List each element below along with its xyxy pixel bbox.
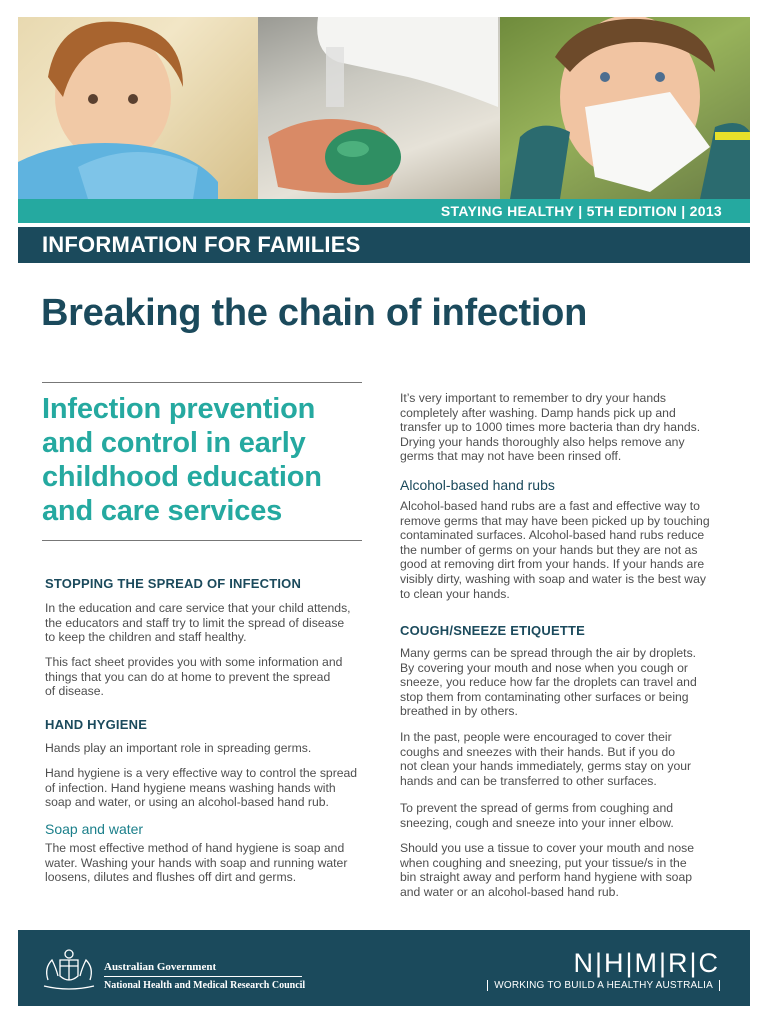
text-line: loosens, dilutes and flushes off dirt and germs. xyxy=(45,870,297,885)
text-line: transfer up to 1000 times more bacteria than dry hands. xyxy=(400,420,701,435)
text-line: In the education and care service that your child attends, xyxy=(45,601,351,615)
text-line: the number of germs on your hands but they are not as xyxy=(400,542,698,557)
left-column xyxy=(42,382,364,541)
text-line: to clean your hands. xyxy=(400,586,510,601)
text-line: Many germs can be spread through the air by droplets. xyxy=(400,646,697,660)
paragraph-cough-1 xyxy=(400,646,735,719)
coat-of-arms-icon xyxy=(40,946,98,992)
paragraph-hand-2 xyxy=(45,766,375,810)
text-line: when coughing and sneezing, put your tissue/s in the xyxy=(400,855,687,870)
text-line: Alcohol-based hand rubs are a fast and effective way to xyxy=(400,499,700,513)
text-line: to keep the children and staff healthy. xyxy=(45,630,247,645)
heading-hand-hygiene: HAND HYGIENE xyxy=(45,717,148,732)
text-line: and water or an alcohol-based hand rub. xyxy=(400,884,619,899)
subtitle xyxy=(42,392,364,528)
photo-hand-washing xyxy=(258,17,500,199)
subtitle-line: Infection prevention xyxy=(42,393,316,425)
text-line: germs that may not have been rinsed off. xyxy=(400,449,622,464)
text-line: water. Washing your hands with soap and running water xyxy=(45,855,348,870)
paragraph-cough-2 xyxy=(400,730,735,788)
edition-band: STAYING HEALTHY | 5TH EDITION | 2013 xyxy=(18,199,750,223)
heading-stopping-spread: STOPPING THE SPREAD OF INFECTION xyxy=(45,576,302,591)
text-line: the educators and staff try to limit the spread of disease xyxy=(45,615,345,630)
text-line: stop them from contaminating other surfaces or being xyxy=(400,689,689,704)
text-line: By covering your mouth and nose when you cough or xyxy=(400,660,688,675)
nhmrc-logo: N|H|M|R|C xyxy=(573,948,720,978)
text-line: completely after washing. Damp hands pick up and xyxy=(400,405,676,420)
subtitle-line: and care services xyxy=(42,495,283,527)
text-line: Hands play an important role in spreading germs. xyxy=(45,741,312,755)
photo-boy-with-tissue xyxy=(500,17,750,199)
subtitle-line: and control in early xyxy=(42,427,306,459)
paragraph-hand-1 xyxy=(45,741,375,756)
paragraph-cough-4 xyxy=(400,841,735,899)
government-wordmark xyxy=(104,961,305,991)
text-line: visibly dirty, washing with soap and water is the best way xyxy=(400,571,706,586)
paragraph-drying xyxy=(400,391,735,464)
text-line: soap and water, or using an alcohol-based hand rub. xyxy=(45,795,329,810)
divider-bottom xyxy=(42,540,362,541)
text-line: of disease. xyxy=(45,684,104,699)
footer-band xyxy=(18,930,750,1006)
text-line: remove germs that may have been picked up by touching xyxy=(400,513,710,528)
text-line: hands and can be transferred to other surfaces. xyxy=(400,773,657,788)
text-line: Hand hygiene is a very effective way to control the spread xyxy=(45,766,358,780)
text-line: things that you can do at home to prevent the spread xyxy=(45,669,331,684)
photo-child-coughing-into-elbow xyxy=(18,17,258,199)
text-line: The most effective method of hand hygiene is soap and xyxy=(45,841,345,855)
gov-line-1: Australian Government xyxy=(104,961,217,973)
paragraph-stopping-1 xyxy=(45,601,375,645)
text-line: coughs and sneezes with their hands. But if you do xyxy=(400,744,676,759)
paragraph-alcohol xyxy=(400,499,735,601)
gov-line-2: National Health and Medical Research Council xyxy=(104,980,306,991)
subheading-soap-and-water: Soap and water xyxy=(45,821,144,837)
text-line: breathed in by others. xyxy=(400,704,518,719)
text-line: of infection. Hand hygiene means washing hands with xyxy=(45,780,336,795)
page-title: Breaking the chain of infection xyxy=(41,292,587,334)
text-line: good at removing dirt from your hands. If your hands are xyxy=(400,557,705,572)
text-line: It’s very important to remember to dry your hands xyxy=(400,391,666,405)
text-line: contaminated surfaces. Alcohol-based hand rubs reduce xyxy=(400,528,705,543)
text-line: sneeze, you reduce how far the droplets can travel and xyxy=(400,675,697,690)
paragraph-cough-3 xyxy=(400,801,735,830)
text-line: To prevent the spread of germs from coughing and xyxy=(400,801,674,815)
subheading-alcohol-rubs: Alcohol-based hand rubs xyxy=(400,477,555,493)
paragraph-stopping-2 xyxy=(45,655,375,699)
header-photo-strip xyxy=(18,17,750,199)
subtitle-line: childhood education xyxy=(42,461,322,493)
families-band: INFORMATION FOR FAMILIES xyxy=(18,227,750,263)
text-line: Should you use a tissue to cover your mouth and nose xyxy=(400,841,695,855)
text-line: Drying your hands thoroughly also helps remove any xyxy=(400,434,685,449)
paragraph-soap xyxy=(45,841,375,885)
nhmrc-tagline: WORKING TO BUILD A HEALTHY AUSTRALIA xyxy=(487,980,720,991)
divider-top xyxy=(42,382,362,383)
text-line: sneezing, cough and sneeze into your inner elbow. xyxy=(400,815,674,830)
heading-cough-sneeze: COUGH/SNEEZE ETIQUETTE xyxy=(400,623,585,638)
text-line: bin straight away and perform hand hygiene with soap xyxy=(400,870,693,885)
text-line: not clean your hands immediately, germs stay on your xyxy=(400,759,692,774)
text-line: In the past, people were encouraged to cover their xyxy=(400,730,672,744)
gov-divider xyxy=(104,976,302,977)
text-line: This fact sheet provides you with some information and xyxy=(45,655,343,669)
